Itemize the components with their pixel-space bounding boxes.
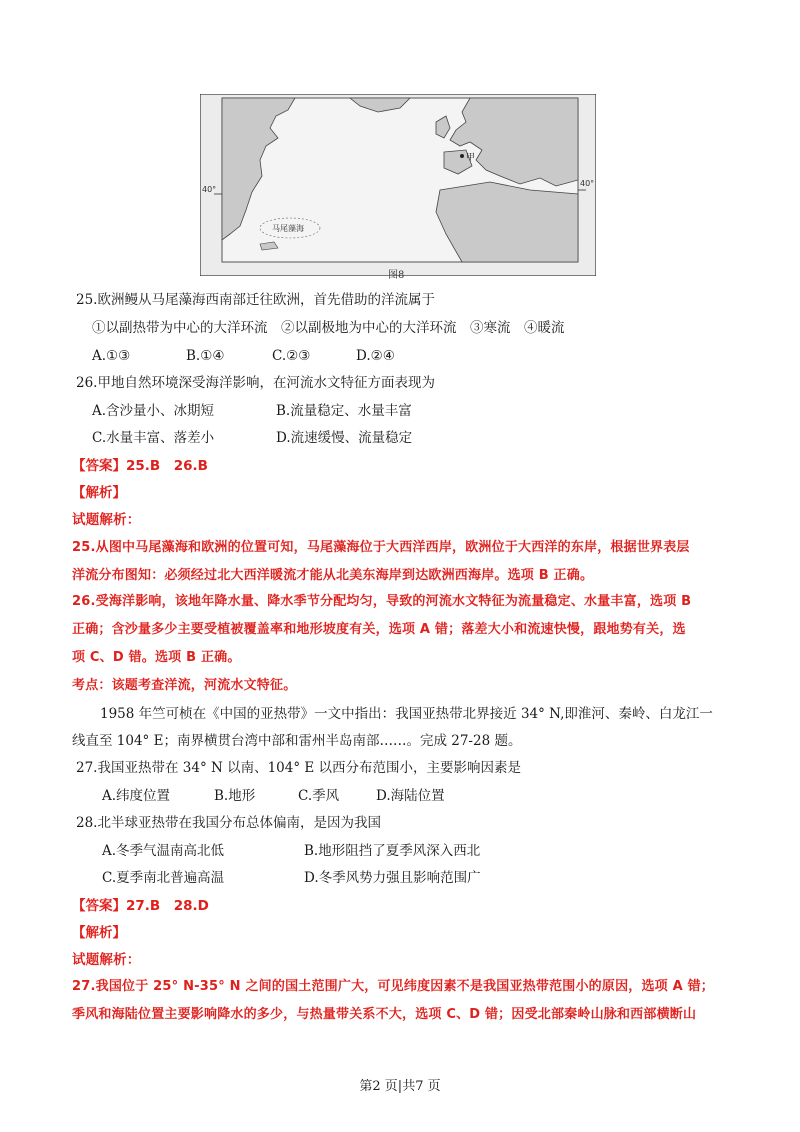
analysis-25-line-2: 洋流分布图知：必须经过北大西洋暖流才能从北美东海岸到达欧洲西海岸。选项 B 正确。 <box>72 568 594 583</box>
question-28-option-d: D.冬季风势力强且影响范围广 <box>304 870 481 886</box>
africa-land <box>436 182 578 262</box>
question-25-option-c: C.②③ <box>272 348 311 364</box>
question-25-items: ①以副热带为中心的大洋环流 ②以副极地为中心的大洋环流 ③寒流 ④暖流 <box>92 320 565 336</box>
question-27-option-b: B.地形 <box>214 788 256 804</box>
analysis-subtitle-1: 试题解析： <box>72 512 141 528</box>
question-26-option-d: D.流速缓慢、流量稳定 <box>276 430 413 446</box>
question-28-stem: 28.北半球亚热带在我国分布总体偏南，是因为我国 <box>76 815 381 831</box>
page-number-footer: 第2 页|共7 页 <box>359 1079 441 1094</box>
question-26-option-a: A.含沙量小、冰期短 <box>92 403 215 419</box>
question-25-option-b: B.①④ <box>186 348 225 364</box>
question-27-stem: 27.我国亚热带在 34° N 以南、104° E 以西分布范围小，主要影响因素是 <box>76 760 522 776</box>
question-27-option-a: A.纬度位置 <box>102 788 171 804</box>
jia-label: 甲 <box>466 153 476 163</box>
question-28-option-c: C.夏季南北普遍高温 <box>102 870 225 886</box>
question-25-option-a: A.①③ <box>92 348 131 364</box>
question-27-option-d: D.海陆位置 <box>376 788 445 804</box>
latitude-label-right: 40° <box>580 179 595 188</box>
question-27-option-c: C.季风 <box>298 788 340 804</box>
answer-25-26: 【答案】25.B 26.B <box>72 458 208 474</box>
question-26-stem: 26.甲地自然环境深受海洋影响，在河流水文特征方面表现为 <box>76 375 435 391</box>
analysis-heading-1: 【解析】 <box>72 485 126 501</box>
question-26-option-c: C.水量丰富、落差小 <box>92 430 215 446</box>
question-26-option-b: B.流量稳定、水量丰富 <box>276 403 412 419</box>
answer-27-28: 【答案】27.B 28.D <box>72 898 209 914</box>
passage-line-1: 1958 年竺可桢在《中国的亚热带》一文中指出：我国亚热带北界接近 34° N,即淮河、秦岭、白龙江一 <box>100 706 713 722</box>
jia-point-marker <box>460 154 464 158</box>
analysis-27-line-1: 27.我国位于 25° N-35° N 之间的国土范围广大，可见纬度因素不是我国亚热带范围小的原因，选项 A 错； <box>72 979 714 994</box>
analysis-27-line-2: 季风和海陆位置主要影响降水的多少，与热量带关系不大，选项 C、D 错；因受北部秦岭山脉和西部横断山 <box>72 1007 697 1022</box>
analysis-heading-2: 【解析】 <box>72 925 126 941</box>
analysis-subtitle-2: 试题解析： <box>72 952 141 968</box>
analysis-26-line-3: 项 C、D 错。选项 B 正确。 <box>72 650 241 665</box>
analysis-26-line-1: 26.受海洋影响，该地年降水量、降水季节分配均匀，导致的河流水文特征为流量稳定、水量丰富，选项 B <box>72 594 692 609</box>
sargasso-sea-label: 马尾藻海 <box>272 224 304 233</box>
analysis-25-line-1: 25.从图中马尾藻海和欧洲的位置可知，马尾藻海位于大西洋西岸，欧洲位于大西洋的东岸，根据世界表层 <box>72 540 690 555</box>
question-28-option-b: B.地形阻挡了夏季风深入西北 <box>304 843 481 859</box>
analysis-topic-1: 考点：该题考查洋流，河流水文特征。 <box>72 678 297 693</box>
figure-caption: 图8 <box>388 270 405 281</box>
analysis-26-line-2: 正确；含沙量多少主要受植被覆盖率和地形坡度有关，选项 A 错；落差大小和流速快慢，跟地势有关，选 <box>72 622 686 637</box>
question-25-stem: 25.欧洲鳗从马尾藻海西南部迁往欧洲，首先借助的洋流属于 <box>76 292 435 308</box>
question-25-option-d: D.②④ <box>356 348 395 364</box>
latitude-label-left: 40° <box>202 185 217 194</box>
passage-line-2: 线直至 104° E；南界横贯台湾中部和雷州半岛南部……。完成 27-28 题。 <box>72 733 522 749</box>
question-28-option-a: A.冬季气温南高北低 <box>102 843 225 859</box>
europe-atlantic-map <box>200 94 596 276</box>
